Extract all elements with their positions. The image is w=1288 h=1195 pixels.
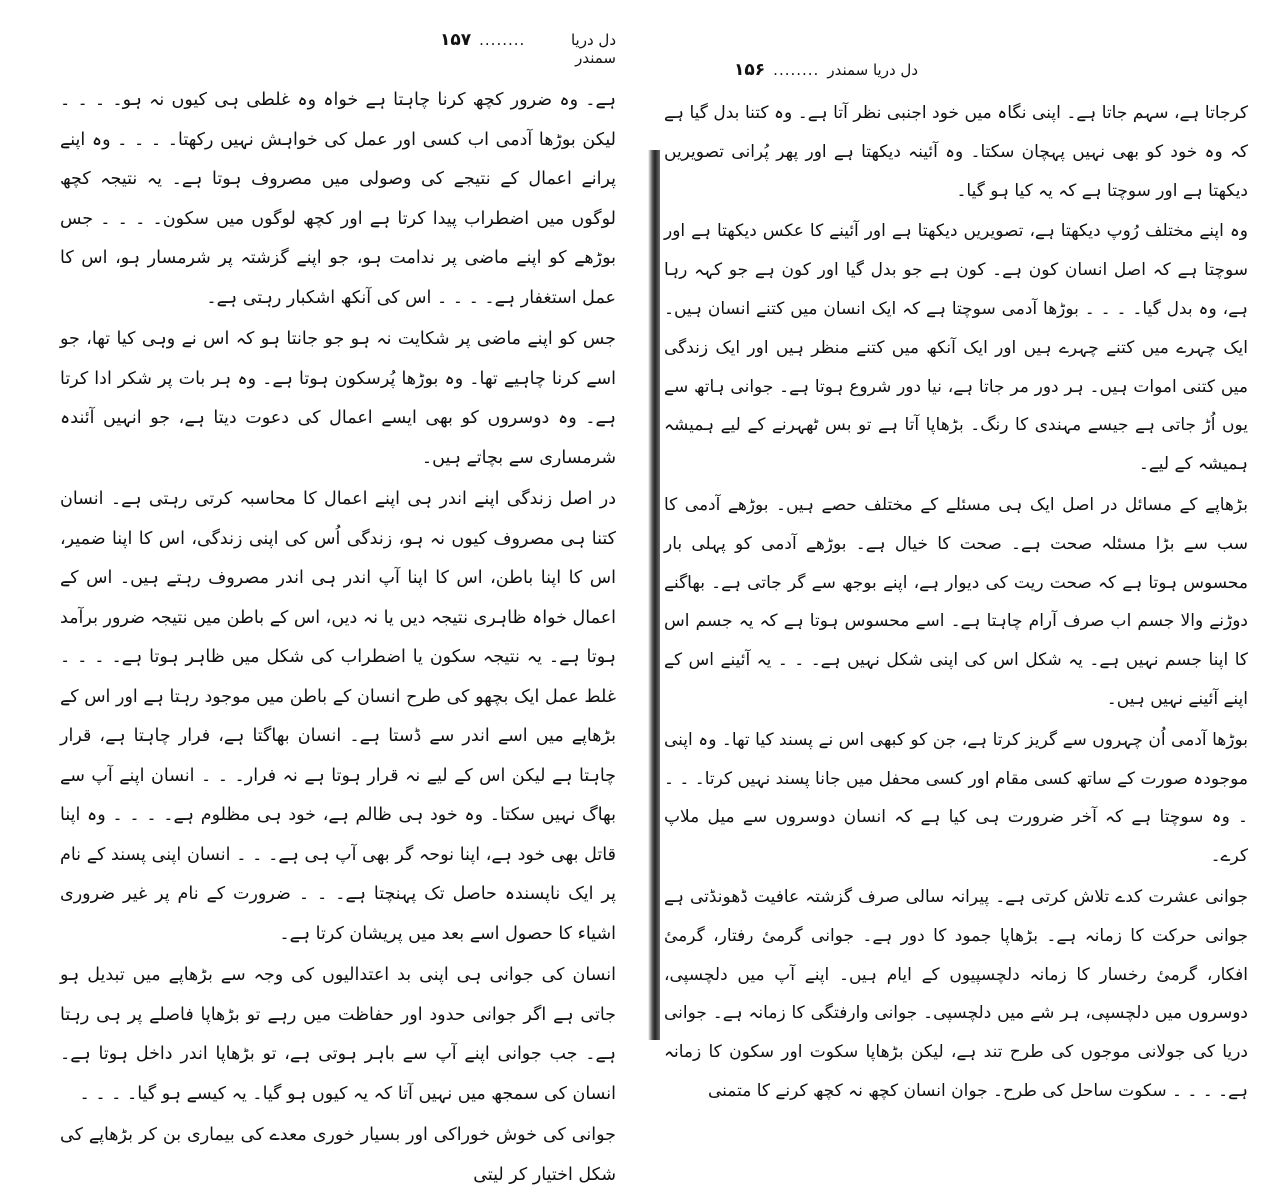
paragraph: انسان کی جوانی ہی اپنی بد اعتدالیوں کی وجہ سے بڑھاپے میں تبدیل ہو جاتی ہے اگر جوانی حدود اور حفاظت میں رہے تو بڑھاپا فاصلے پر ہی رہتا ہے۔ جب جوانی اپنے آپ سے باہر ہوتی ہے، تو بڑھاپا اندر داخل ہوتا ہے۔ انسان کی سمجھ میں نہیں آتا کہ یہ کیوں ہو گیا۔ یہ کیسے ہو گیا۔ ۔ ۔ ۔ (60, 965, 616, 1104)
paragraph: جوانی کی خوش خوراکی اور بسیار خوری معدے کی بیماری بن کر بڑھاپے کی شکل اختیار کر لیتی (60, 1125, 616, 1185)
right-header-dots: ........ (773, 61, 820, 79)
right-page-body (664, 94, 1248, 1111)
right-page-header (664, 60, 1248, 80)
paragraph: جوانی عشرت کدے تلاش کرتی ہے۔ پیرانہ سالی صرف گزشتہ عافیت ڈھونڈتی ہے جوانی حرکت کا زمانہ ہے۔ بڑھاپا جمود کا دور ہے۔ جوانی گرمیٔ رفتار، گرمیٔ افکار، گرمیٔ رخسار کا زمانہ دلچسپیوں کے ایام ہیں۔ اپنے آپ میں دلچسپی، دوسروں میں دلچسپی، ہر شے میں دلچسپی۔ جوانی وارفتگی کا زمانہ ہے۔ جوانی دریا کی جولانی موجوں کی طرح تند ہے، لیکن بڑھاپا سکوت اور سکون کا زمانہ ہے۔ ۔ ۔ ۔ سکوت ساحل کی طرح۔ جوان انسان کچھ نہ کچھ کرنے کا متمنی (664, 886, 1248, 1101)
left-page-number: ۱۵۷ (440, 30, 472, 50)
paragraph: کرجاتا ہے، سہم جاتا ہے۔ اپنی نگاہ میں خود اجنبی نظر آتا ہے۔ وہ کتنا بدل گیا ہے کہ وہ خود کو بھی نہیں پہچان سکتا۔ وہ آئینہ دیکھتا ہے اور پھر پُرانی تصویریں دیکھتا ہے اور سوچتا ہے کہ یہ کیا ہو گیا۔ (664, 103, 1248, 201)
right-page (650, 0, 1288, 1101)
left-header-dots: ........ (479, 31, 526, 49)
paragraph: ہے۔ وہ ضرور کچھ کرنا چاہتا ہے خواہ وہ غلطی ہی کیوں نہ ہو۔ ۔ ۔ ۔ لیکن بوڑھا آدمی اب کسی اور عمل کی خواہش نہیں رکھتا۔ ۔ ۔ ۔ وہ اپنے پرانے اعمال کے نتیجے کی وصولی میں مصروف ہوتا ہے۔ یہ نتیجہ کچھ لوگوں میں اضطراب پیدا کرتا ہے اور کچھ لوگوں میں سکون۔ ۔ ۔ ۔ جس بوڑھے کو اپنے ماضی پر ندامت ہو، جو اپنے گزشتہ پر شرمسار ہو، اس کا عمل استغفار ہے۔ ۔ ۔ ۔ اس کی آنکھ اشکبار رہتی ہے۔ (60, 90, 616, 308)
left-header-title: دل دریا سمندر (570, 31, 616, 67)
paragraph: وہ اپنے مختلف رُوپ دیکھتا ہے، تصویریں دیکھتا ہے اور آئینے کا عکس دیکھتا ہے اور سوچتا ہے کہ اصل انسان کون ہے۔ کون ہے جو بدل گیا اور کون ہے جو کہہ رہا ہے، وہ بدل گیا۔ ۔ ۔ ۔ بوڑھا آدمی سوچتا ہے کہ ایک انسان میں کتنے انسان ہیں۔ ایک چہرے میں کتنے چہرے ہیں اور ایک آنکھ میں کتنے منظر ہیں اور ایک زندگی میں کتنی اموات ہیں۔ ہر دور مر جاتا ہے، نیا دور شروع ہوتا ہے۔ جوانی ہاتھ سے یوں اُڑ جاتی ہے جیسے مہندی کا رنگ۔ بڑھاپا آتا ہے تو بس ٹھہرنے کے لیے ہمیشہ ہمیشہ کے لیے۔ (664, 221, 1248, 475)
left-page-header (60, 30, 616, 67)
right-header-title: دل دریا سمندر (827, 61, 918, 79)
paragraph: بوڑھا آدمی اُن چہروں سے گریز کرتا ہے، جن کو کبھی اس نے پسند کیا تھا۔ وہ اپنی موجودہ صورت کے ساتھ کسی مقام اور کسی محفل میں جانا پسند نہیں کرتا۔ ۔ ۔ ۔ وہ سوچتا ہے کہ آخر ضرورت ہی کیا ہے کہ انسان دوسروں سے میل ملاپ کرے۔ (664, 729, 1248, 867)
paragraph: در اصل زندگی اپنے اندر ہی اپنے اعمال کا محاسبہ کرتی رہتی ہے۔ انسان کتنا ہی مصروف کیوں نہ ہو، زندگی اُس کی اپنی زندگی، اس کا اپنا ضمیر، اس کا اپنا باطن، اس کا اپنا آپ اندر ہی اندر مصروف رہتے ہیں۔ اس کے اعمال خواہ ظاہری نتیجہ دیں یا نہ دیں، اس کے باطن میں نتیجہ ضرور برآمد ہوتا ہے۔ یہ نتیجہ سکون یا اضطراب کی شکل میں ظاہر ہوتا ہے۔ ۔ ۔ ۔ غلط عمل ایک بچھو کی طرح انسان کے باطن میں موجود رہتا ہے اور اس کے بڑھاپے میں اسے اندر سے ڈستا ہے۔ انسان بھاگتا ہے، فرار چاہتا ہے، قرار چاہتا ہے لیکن اس کے لیے نہ قرار ہوتا ہے نہ فرار۔ ۔ ۔ انسان اپنے آپ سے بھاگ نہیں سکتا۔ وہ خود ہی ظالم ہے، خود ہی مظلوم ہے۔ ۔ ۔ ۔ وہ اپنا قاتل بھی خود ہے، اپنا نوحہ گر بھی آپ ہی ہے۔ ۔ ۔ انسان اپنی پسند کے نام پر ایک ناپسندہ حاصل تک پہنچتا ہے۔ ۔ ۔ ضرورت کے نام پر غیر ضروری اشیاء کا حصول اسے بعد میں پریشان کرتا ہے۔ (60, 489, 616, 944)
paragraph: بڑھاپے کے مسائل در اصل ایک ہی مسئلے کے مختلف حصے ہیں۔ بوڑھے آدمی کا سب سے بڑا مسئلہ صحت ہے۔ صحت کا خیال ہے۔ بوڑھے آدمی کو پہلی بار محسوس ہوتا ہے کہ صحت ریت کی دیوار ہے، اپنے بوجھ سے گر جاتی ہے۔ بھاگنے دوڑنے والا جسم اب صرف آرام چاہتا ہے۔ اسے محسوس ہوتا ہے کہ یہ جسم اس کا اپنا جسم نہیں ہے۔ یہ شکل اس کی اپنی شکل نہیں ہے۔ ۔ ۔ یہ آئینے اس کے اپنے آئینے نہیں ہیں۔ (664, 494, 1248, 709)
left-page-body (60, 81, 616, 1195)
right-page-number: ۱۵۶ (734, 60, 766, 80)
paragraph: جس کو اپنے ماضی پر شکایت نہ ہو جو جانتا ہو کہ اس نے وہی کیا تھا، جو اسے کرنا چاہیے تھا۔ وہ بوڑھا پُرسکون ہوتا ہے۔ وہ ہر بات پر شکر ادا کرتا ہے۔ وہ دوسروں کو بھی ایسے اعمال کی دعوت دیتا ہے، جو انہیں آئندہ شرمساری سے بچاتے ہیں۔ (60, 329, 616, 468)
